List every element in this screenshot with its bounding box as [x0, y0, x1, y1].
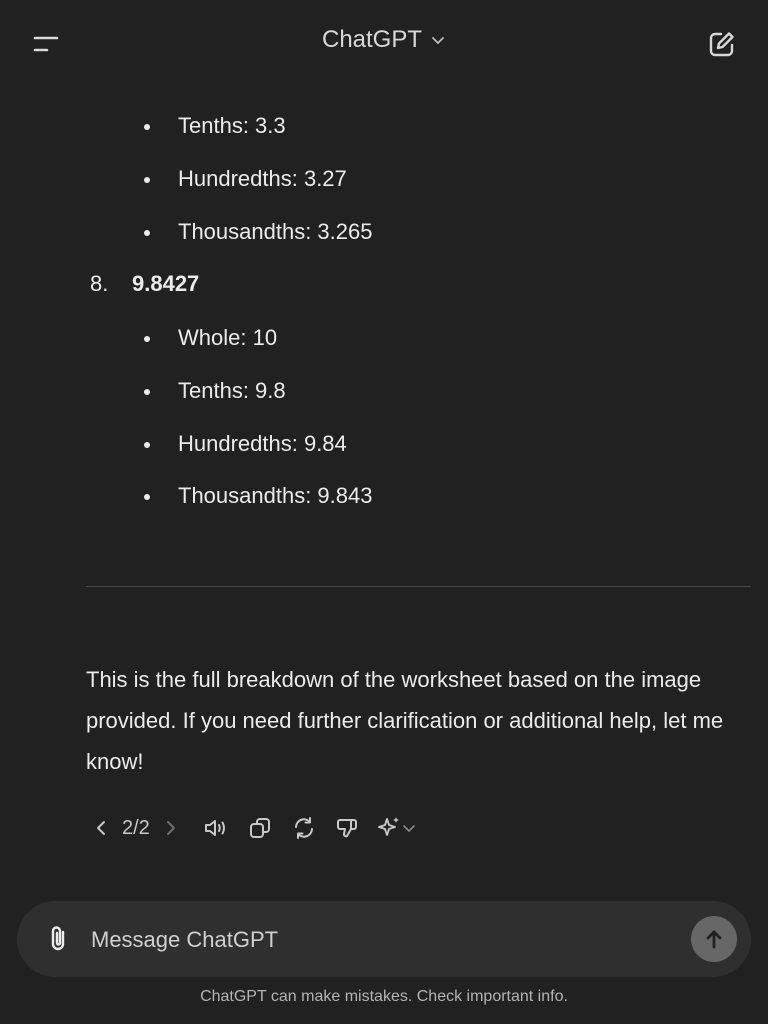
model-selector[interactable]: [322, 26, 446, 54]
previous-response-button[interactable]: [86, 810, 116, 846]
copy-icon: [248, 816, 272, 840]
list-item: Tenths: 9.8: [178, 378, 286, 403]
paperclip-icon: [46, 924, 72, 954]
arrow-up-icon: [703, 928, 725, 950]
list-item: Tenths: 3.3: [178, 113, 286, 138]
composer: [17, 901, 751, 977]
speaker-icon: [202, 816, 230, 840]
list-item: Thousandths: 9.843: [178, 483, 373, 508]
closing-paragraph: This is the full breakdown of the worksheet based on the image provided. If you need further clarification or additional help, let me know!: [86, 667, 724, 774]
thumbs-down-icon: [336, 816, 360, 840]
disclaimer: ChatGPT can make mistakes. Check important info.: [200, 988, 568, 1005]
list-item: Hundredths: 3.27: [178, 166, 347, 191]
new-chat-button[interactable]: [702, 24, 742, 64]
message-input[interactable]: [89, 919, 673, 961]
sparkle-icon: [376, 815, 402, 841]
message-actions: [86, 810, 420, 846]
item-value: 9.8427: [132, 271, 200, 296]
attach-button[interactable]: [41, 921, 77, 957]
numbered-item: [90, 270, 199, 298]
chevron-down-icon: [430, 32, 446, 48]
next-response-button[interactable]: [156, 810, 186, 846]
bad-response-button[interactable]: [328, 810, 368, 846]
response-pager: 2/2: [122, 816, 150, 839]
read-aloud-button[interactable]: [196, 810, 236, 846]
change-model-button[interactable]: [372, 810, 420, 846]
divider: [86, 586, 751, 587]
list-item: Thousandths: 3.265: [178, 219, 373, 244]
chevron-right-icon: [163, 819, 179, 837]
new-chat-icon: [707, 29, 737, 59]
item-number: 8.: [90, 271, 109, 296]
chevron-down-icon: [402, 821, 416, 835]
list-item: Hundredths: 9.84: [178, 431, 347, 456]
refresh-icon: [292, 816, 316, 840]
regenerate-button[interactable]: [284, 810, 324, 846]
send-button[interactable]: [691, 916, 737, 962]
list-item: Whole: 10: [178, 325, 278, 350]
page-title: ChatGPT: [321, 26, 423, 53]
copy-button[interactable]: [240, 810, 280, 846]
chevron-left-icon: [93, 819, 109, 837]
header: [0, 0, 768, 88]
